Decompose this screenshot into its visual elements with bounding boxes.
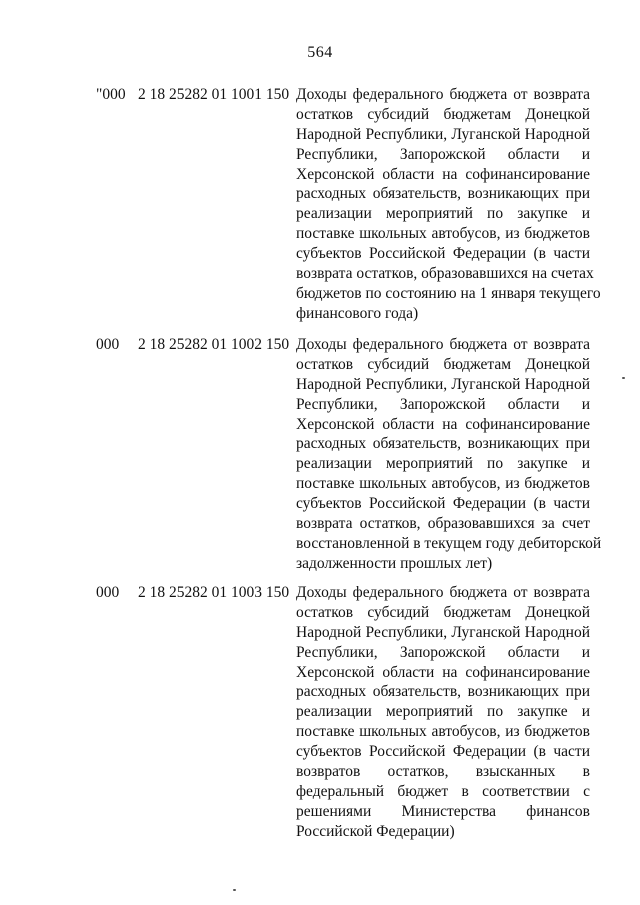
description-line: расходных обязательств, возникающих при	[296, 185, 590, 203]
description-line: расходных обязательств, возникающих при	[296, 683, 590, 701]
description-line: бюджетов по состоянию на 1 января текущего	[296, 284, 601, 302]
description-line: Херсонской области на софинансирование	[296, 663, 590, 681]
description-line: Народной Республики, Луганской Народной	[296, 125, 590, 143]
entry-description	[296, 85, 601, 324]
description-line: возврата остатков, образовавшихся за счет	[296, 515, 590, 533]
entry-description	[296, 335, 602, 574]
description-line: задолженности прошлых лет)	[296, 554, 493, 572]
description-line: реализации мероприятий по закупке и	[296, 703, 590, 721]
admin-code: 000	[96, 584, 120, 601]
page-number: 564	[307, 44, 333, 61]
description-line: остатков субсидий бюджетам Донецкой	[296, 355, 590, 373]
description-line: остатков субсидий бюджетам Донецкой	[296, 105, 590, 123]
scan-speck	[233, 889, 236, 891]
description-line: возврата остатков, образовавшихся на счетах	[296, 265, 594, 283]
admin-code: "000	[96, 86, 126, 103]
description-line: остатков субсидий бюджетам Донецкой	[296, 603, 590, 621]
description-line: Республики, Запорожской области и	[296, 145, 590, 163]
description-line: возвратов остатков, взысканных в	[296, 763, 590, 781]
budget-classification-code: 2 18 25282 01 1003 150	[138, 584, 290, 601]
budget-classification-code: 2 18 25282 01 1002 150	[138, 336, 290, 353]
description-line: Доходы федерального бюджета от возврата	[296, 86, 590, 103]
admin-code: 000	[96, 336, 120, 353]
description-line: поставке школьных автобусов, из бюджетов	[296, 723, 590, 741]
entry-description	[296, 583, 590, 842]
description-line: субъектов Российской Федерации (в части	[296, 245, 590, 263]
description-line: федеральный бюджет в соответствии с	[296, 782, 590, 800]
description-line: расходных обязательств, возникающих при	[296, 435, 590, 453]
description-line: Народной Республики, Луганской Народной	[296, 375, 590, 393]
description-line: Республики, Запорожской области и	[296, 643, 590, 661]
description-line: реализации мероприятий по закупке и	[296, 455, 590, 473]
description-line: субъектов Российской Федерации (в части	[296, 495, 590, 513]
description-line: поставке школьных автобусов, из бюджетов	[296, 225, 590, 243]
description-line: решениями Министерства финансов	[296, 802, 590, 820]
description-line: Республики, Запорожской области и	[296, 395, 590, 413]
description-line: реализации мероприятий по закупке и	[296, 205, 590, 223]
description-line: Российской Федерации)	[296, 822, 455, 840]
budget-classification-code: 2 18 25282 01 1001 150	[138, 86, 290, 103]
description-line: субъектов Российской Федерации (в части	[296, 743, 590, 761]
description-line: финансового года)	[296, 304, 419, 322]
description-line: Народной Республики, Луганской Народной	[296, 623, 590, 641]
description-line: Доходы федерального бюджета от возврата	[296, 584, 590, 601]
scan-speck	[622, 377, 625, 379]
description-line: Херсонской области на софинансирование	[296, 165, 590, 183]
description-line: Доходы федерального бюджета от возврата	[296, 336, 590, 353]
description-line: Херсонской области на софинансирование	[296, 415, 590, 433]
description-line: поставке школьных автобусов, из бюджетов	[296, 475, 590, 493]
description-line: восстановленной в текущем году дебиторской	[296, 534, 602, 552]
